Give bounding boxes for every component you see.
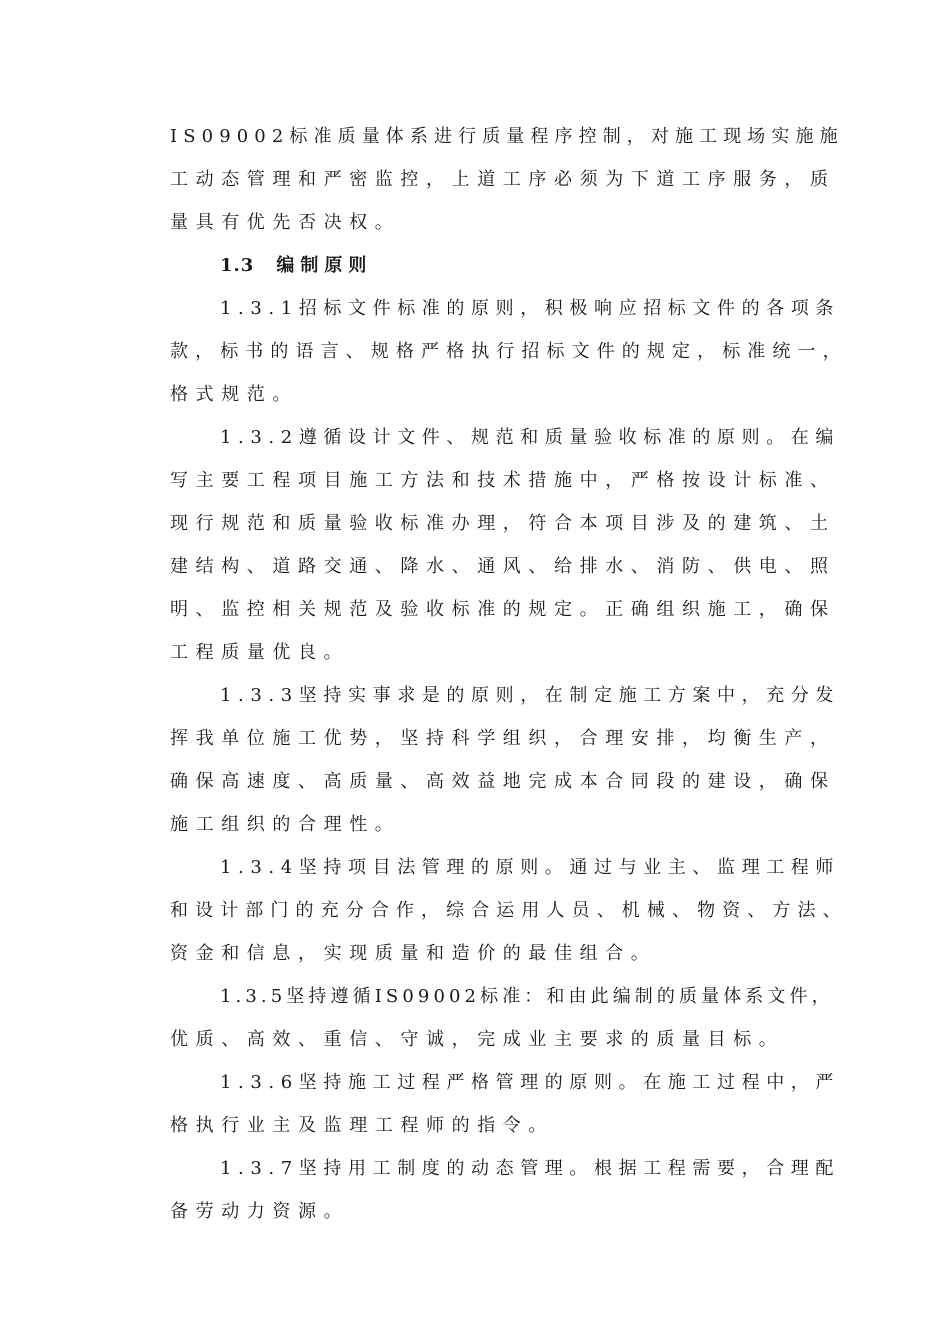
clause-4-line-2: 和设计部门的充分合作，综合运用人员、机械、物资、方法、 xyxy=(170,900,848,921)
section-heading xyxy=(220,254,840,278)
clause-3-line-2: 挥我单位施工优势，坚持科学组织，合理安排，均衡生产， xyxy=(170,728,836,749)
clause-7-line-1: 1.3.7坚持用工制度的动态管理。根据工程需要，合理配 xyxy=(220,1158,840,1179)
clause-3-line-1: 1.3.3坚持实事求是的原则，在制定施工方案中，充分发 xyxy=(220,685,840,706)
clause-2-line-4: 建结构、道路交通、降水、通风、给排水、消防、供电、照 xyxy=(170,556,836,577)
clause-6-line-1: 1.3.6坚持施工过程严格管理的原则。在施工过程中，严 xyxy=(220,1072,840,1093)
clause-2-line-6: 工程质量优良。 xyxy=(170,642,350,663)
clause-1-line-1: 1.3.1招标文件标准的原则，积极响应招标文件的各项条 xyxy=(220,298,840,319)
section-title: 编制原则 xyxy=(276,255,373,276)
clause-7-line-2: 备劳动力资源。 xyxy=(170,1201,350,1222)
clause-2-line-1: 1.3.2遵循设计文件、规范和质量验收标准的原则。在编 xyxy=(220,427,840,448)
clause-2-line-2: 写主要工程项目施工方法和技术措施中，严格按设计标准、 xyxy=(170,470,836,491)
clause-5-line-2: 优质、高效、重信、守诚，完成业主要求的质量目标。 xyxy=(170,1029,785,1050)
clause-2-line-5: 明、监控相关规范及验收标准的规定。正确组织施工，确保 xyxy=(170,599,836,620)
clause-4-line-1: 1.3.4坚持项目法管理的原则。通过与业主、监理工程师 xyxy=(220,857,840,878)
intro-line-2: 工动态管理和严密监控，上道工序必须为下道工序服务，质 xyxy=(170,169,836,190)
section-number: 1.3 xyxy=(220,255,255,276)
clause-3-line-3: 确保高速度、高质量、高效益地完成本合同段的建设，确保 xyxy=(170,771,836,792)
clause-3-line-4: 施工组织的合理性。 xyxy=(170,814,401,835)
clause-1-line-3: 格式规范。 xyxy=(170,384,298,405)
intro-line-3: 量具有优先否决权。 xyxy=(170,212,401,233)
clause-6-line-2: 格执行业主及监理工程师的指令。 xyxy=(170,1115,554,1136)
clause-1-line-2: 款，标书的语言、规格严格执行招标文件的规定，标准统一， xyxy=(170,341,848,362)
intro-line-1: IS09002标准质量体系进行质量程序控制，对施工现场实施施 xyxy=(170,126,844,147)
clause-2-line-3: 现行规范和质量验收标准办理，符合本项目涉及的建筑、土 xyxy=(170,513,836,534)
clause-5-line-1: 1.3.5坚持遵循IS09002标准：和由此编制的质量体系文件， xyxy=(220,986,834,1007)
clause-4-line-3: 资金和信息，实现质量和造价的最佳组合。 xyxy=(170,943,657,964)
